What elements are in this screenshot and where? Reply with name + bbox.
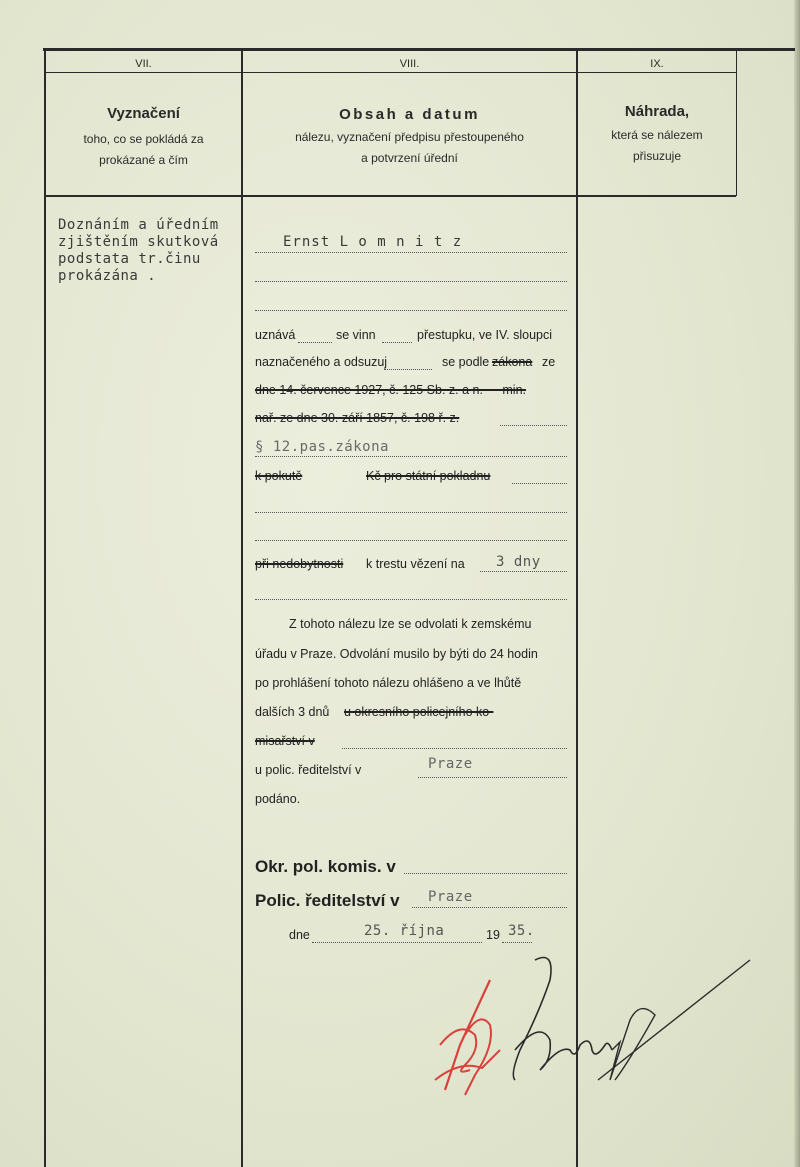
odsuzuj-dots bbox=[384, 369, 432, 370]
col9-subtitle-1: která se nálezem bbox=[611, 128, 703, 142]
col8-subtitle-2: a potvrzení úřední bbox=[361, 151, 458, 165]
praha-dots bbox=[418, 777, 567, 778]
header-bottom-border bbox=[46, 195, 736, 197]
kc-dots bbox=[512, 483, 567, 484]
appeal-line-1: Z tohoto nálezu lze se odvolati k zemskému bbox=[289, 617, 532, 631]
paragraph-typed: § 12.pas.zákona bbox=[255, 439, 389, 455]
se-podle-text: se podle bbox=[442, 355, 490, 369]
polic-city-dots bbox=[412, 907, 567, 908]
blank-dotted-line-4 bbox=[255, 540, 567, 541]
narizeni-struck: nař. ze dne 30. září 1857, č. 198 ř. z. bbox=[255, 411, 460, 425]
days-dots bbox=[480, 571, 567, 572]
se-vinn-dots bbox=[382, 342, 412, 343]
pri-nedobytnosti-struck: při nedobytnosti bbox=[255, 557, 344, 571]
col7-typed-line-2: zjištěním skutková bbox=[58, 234, 219, 250]
days-typed: 3 dny bbox=[496, 554, 541, 570]
col9-right-border bbox=[736, 48, 737, 196]
col7-right-border bbox=[241, 48, 243, 1167]
col7-typed-line-4: prokázána . bbox=[58, 268, 157, 284]
zakona-struck: zákona bbox=[492, 355, 533, 369]
col7-title: Vyznačení bbox=[107, 105, 180, 122]
okr-komis-dots bbox=[404, 873, 567, 874]
year-prefix: 19 bbox=[486, 928, 500, 942]
page-edge bbox=[794, 0, 800, 1167]
okr-komis-label: Okr. pol. komis. v bbox=[255, 857, 396, 876]
date-dots bbox=[312, 942, 482, 943]
blank-dotted-line-2 bbox=[255, 310, 567, 311]
appeal-line-3: po prohlášení tohoto nálezu ohlášeno a ve lhůtě bbox=[255, 676, 522, 690]
year-typed: 35. bbox=[508, 923, 535, 939]
polic-label: Polic. ředitelství v bbox=[255, 891, 400, 910]
polic-city-typed: Praze bbox=[428, 889, 473, 905]
uznava-text: uznává bbox=[255, 328, 296, 342]
table-left-border bbox=[44, 48, 46, 1167]
col7-subtitle-2: prokázané a čím bbox=[99, 153, 188, 167]
ze-text: ze bbox=[542, 355, 556, 369]
number-row-divider bbox=[46, 72, 736, 73]
col9-number: IX. bbox=[650, 58, 664, 70]
blank-dotted-line-5 bbox=[255, 599, 567, 600]
kc-struck: Kč pro státní pokladnu bbox=[366, 469, 491, 483]
naznaceneho-text: naznačeného a odsuzuj bbox=[255, 355, 388, 369]
date-typed: 25. října bbox=[364, 923, 445, 939]
blank-dotted-line-3 bbox=[255, 512, 567, 513]
col7-subtitle-1: toho, co se pokládá za bbox=[83, 132, 204, 146]
col7-typed-line-1: Doznáním a úředním bbox=[58, 217, 219, 233]
dne-label: dne bbox=[289, 928, 310, 942]
appeal-line-5-struck: misařství v bbox=[255, 734, 315, 748]
col8-title: Obsah a datum bbox=[339, 106, 480, 123]
col9-title: Náhrada, bbox=[624, 103, 690, 120]
col9-subtitle-2: přisuzuje bbox=[632, 149, 682, 163]
offender-name: Ernst L o m n i t z bbox=[283, 234, 463, 250]
polic-reditelstvi-text: u polic. ředitelství v bbox=[255, 763, 362, 777]
blank-dotted-line-1 bbox=[255, 281, 567, 282]
col7-number: VII. bbox=[135, 58, 152, 70]
appeal-line-4: dalších 3 dnů bbox=[255, 705, 330, 719]
col7-typed-line-3: podstata tr.činu bbox=[58, 251, 201, 267]
appeal-line-4-struck: u okresního policejního ko- bbox=[344, 705, 494, 719]
se-vinn-text: se vinn bbox=[336, 328, 376, 342]
black-signature bbox=[480, 950, 770, 1090]
k-pokute-struck: k pokutě bbox=[255, 469, 303, 483]
k-trestu-text: k trestu vězení na bbox=[366, 557, 465, 571]
paragraph-dots bbox=[255, 456, 567, 457]
podano-text: podáno. bbox=[255, 792, 301, 806]
praha-typed: Praze bbox=[428, 756, 473, 772]
appeal-line-2: úřadu v Praze. Odvolání musilo by býti do 24 hodin bbox=[255, 647, 538, 661]
col8-number: VIII. bbox=[399, 58, 420, 70]
year-dots bbox=[502, 942, 532, 943]
narizeni-dots bbox=[500, 425, 567, 426]
uznava-dots bbox=[298, 342, 332, 343]
table-top-border bbox=[43, 48, 795, 51]
name-dotted-line bbox=[255, 252, 567, 253]
zakon-date-struck: dne 14. července 1927, č. 125 Sb. z. a n. — min. bbox=[255, 383, 526, 397]
prestupku-text: přestupku, ve IV. sloupci bbox=[417, 328, 553, 342]
appeal-dots bbox=[342, 748, 567, 749]
col8-subtitle-1: nálezu, vyznačení předpisu přestoupeného bbox=[295, 130, 524, 144]
